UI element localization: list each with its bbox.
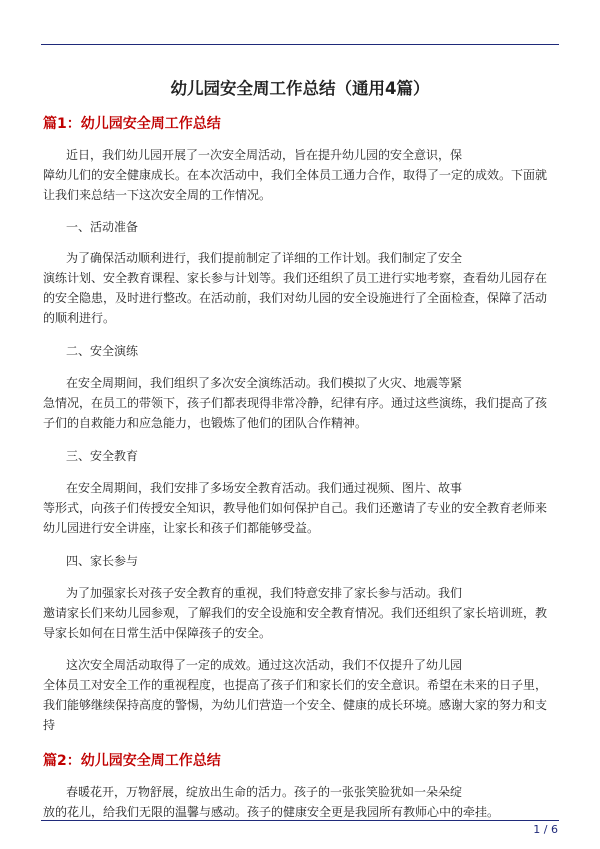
part-4-heading: 四、家长参与 xyxy=(66,554,139,568)
paragraph-line: 的顺利进行。 xyxy=(43,311,116,325)
paragraph-line: 春暖花开，万物舒展，绽放出生命的活力。孩子的一张张笑脸犹如一朵朵绽 xyxy=(66,785,463,799)
part-3-heading: 三、安全教育 xyxy=(66,449,139,463)
footer-rule xyxy=(41,820,559,821)
part-2-paragraph xyxy=(43,373,557,433)
paragraph-line: 导家长如何在日常生活中保障孩子的安全。 xyxy=(43,626,272,640)
paragraph-line: 在安全周期间，我们安排了多场安全教育活动。我们通过视频、图片、故事 xyxy=(66,481,463,495)
part-2-heading: 二、安全演练 xyxy=(66,344,139,358)
header-rule xyxy=(41,44,559,45)
paragraph-line: 子们的自救能力和应急能力，也锻炼了他们的团队合作精神。 xyxy=(43,416,368,430)
paragraph-line: 我们能够继续保持高度的警惕，为幼儿们营造一个安全、健康的成长环境。感谢大家的努力和支 xyxy=(43,698,548,712)
section-2-intro xyxy=(43,782,557,822)
paragraph-line: 让我们来总结一下这次安全周的工作情况。 xyxy=(43,188,272,202)
section-1-title: 篇1：幼儿园安全周工作总结 xyxy=(43,116,221,132)
section-2-title: 篇2：幼儿园安全周工作总结 xyxy=(43,753,221,769)
page-number: 1 / 6 xyxy=(533,823,558,836)
conclusion-paragraph xyxy=(43,655,557,735)
page-content xyxy=(43,76,557,822)
paragraph-line: 为了加强家长对孩子安全教育的重视，我们特意安排了家长参与活动。我们 xyxy=(66,586,463,600)
paragraph-line: 急情况，在员工的带领下，孩子们都表现得非常冷静，纪律有序。通过这些演练，我们提高了孩 xyxy=(43,396,548,410)
paragraph-line: 等形式，向孩子们传授安全知识，教导他们如何保护自己。我们还邀请了专业的安全教育老师来 xyxy=(43,501,548,515)
paragraph-line: 在安全周期间，我们组织了多次安全演练活动。我们模拟了火灾、地震等紧 xyxy=(66,376,463,390)
section-1-intro xyxy=(43,145,557,205)
paragraph-line: 近日，我们幼儿园开展了一次安全周活动，旨在提升幼儿园的安全意识，保 xyxy=(66,148,463,162)
paragraph-line: 持 xyxy=(43,718,56,732)
part-1-heading: 一、活动准备 xyxy=(66,220,139,234)
paragraph-line: 邀请家长们来幼儿园参观，了解我们的安全设施和安全教育情况。我们还组织了家长培训班，教 xyxy=(43,606,548,620)
paragraph-line: 障幼儿们的安全健康成长。在本次活动中，我们全体员工通力合作，取得了一定的成效。下面就 xyxy=(43,168,548,182)
paragraph-line: 放的花儿，给我们无限的温馨与感动。孩子的健康安全更是我园所有教师心中的牵挂。 xyxy=(43,805,500,819)
paragraph-line: 全体员工对安全工作的重视程度，也提高了孩子们和家长们的安全意识。希望在未来的日子里， xyxy=(43,678,548,692)
paragraph-line: 这次安全周活动取得了一定的成效。通过这次活动，我们不仅提升了幼儿园 xyxy=(66,658,463,672)
document-title: 幼儿园安全周工作总结（通用4篇） xyxy=(170,79,430,98)
part-1-paragraph xyxy=(43,248,557,328)
part-4-paragraph xyxy=(43,583,557,643)
paragraph-line: 的安全隐患，及时进行整改。在活动前，我们对幼儿园的安全设施进行了全面检查，保障了活动 xyxy=(43,291,548,305)
paragraph-line: 幼儿园进行安全讲座，让家长和孩子们都能够受益。 xyxy=(43,521,320,535)
paragraph-line: 为了确保活动顺利进行，我们提前制定了详细的工作计划。我们制定了安全 xyxy=(66,251,463,265)
paragraph-line: 演练计划、安全教育课程、家长参与计划等。我们还组织了员工进行实地考察，查看幼儿园存在 xyxy=(43,271,548,285)
part-3-paragraph xyxy=(43,478,557,538)
